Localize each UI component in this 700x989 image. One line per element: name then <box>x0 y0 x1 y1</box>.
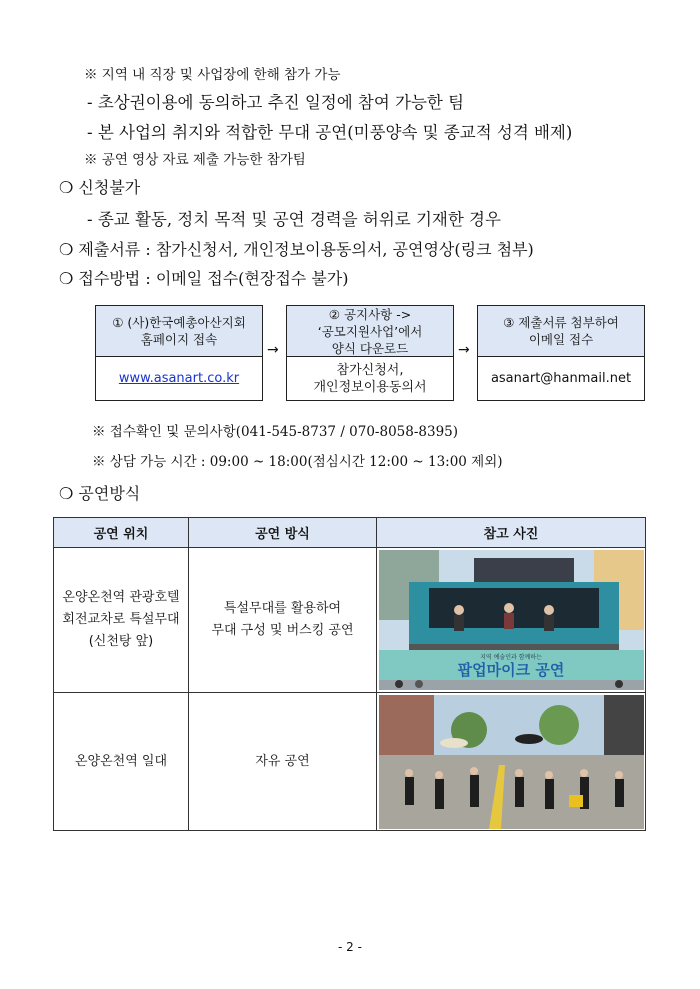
column-header-photo: 참고 사진 <box>377 518 646 548</box>
row2-photo-cell <box>377 693 646 831</box>
note-contact: ※ 접수확인 및 문의사항(041-545-8737 / 070-8058-8395) <box>92 424 459 440</box>
row1-location-line1: 온양온천역 관광호텔 <box>62 590 180 605</box>
eligibility-item-2: - 본 사업의 취지와 적합한 무대 공연(미풍양속 및 종교적 성격 배제) <box>87 123 573 142</box>
table-row <box>54 693 646 831</box>
eligibility-item-1: - 초상권이용에 동의하고 추진 일정에 참여 가능한 팀 <box>87 93 465 112</box>
asanart-website-link[interactable]: www.asanart.co.kr <box>118 371 240 386</box>
column-header-location: 공연 위치 <box>54 518 189 548</box>
submission-email[interactable]: asanart@hanmail.net <box>490 371 632 386</box>
note-video-submit: ※ 공연 영상 자료 제출 가능한 참가팀 <box>84 152 306 168</box>
flow-step-2-head-line1: ② 공지사항 -> <box>328 306 412 322</box>
row1-location <box>54 548 189 693</box>
table-row <box>54 548 646 693</box>
flow-step-1 <box>95 305 263 401</box>
row1-method <box>189 548 377 693</box>
flow-step-2 <box>286 305 454 401</box>
photo1-banner-text: 팝업마이크 공연 <box>457 661 564 679</box>
flow-arrow-1: → <box>267 342 279 358</box>
flow-step-1-head-line2: 홈페이지 접속 <box>140 332 218 347</box>
flow-step-3-head <box>478 306 644 357</box>
row1-location-line2: 회전교차로 특설무대 <box>62 612 180 627</box>
row2-method <box>189 693 377 831</box>
flow-step-1-head-line1: ① (사)한국예총아산지회 <box>112 315 246 330</box>
row1-location-line3: (신천탕 앞) <box>88 634 154 649</box>
flow-arrow-2: → <box>458 342 470 358</box>
row1-method-line1: 특설무대를 활용하여 <box>223 601 342 616</box>
row2-method-line1: 자유 공연 <box>255 753 310 769</box>
flow-step-1-head <box>96 306 262 357</box>
method-line: ❍ 접수방법 : 이메일 접수(현장접수 불가) <box>59 269 349 288</box>
flow-step-3-head-line2: 이메일 접수 <box>528 332 594 347</box>
flow-step-2-body-line1: 참가신청서, <box>336 362 404 378</box>
street-parade-photo <box>379 695 644 829</box>
ineligible-heading: ❍ 신청불가 <box>59 178 141 197</box>
documents-line: ❍ 제출서류 : 참가신청서, 개인정보이용동의서, 공연영상(링크 첨부) <box>59 240 534 259</box>
row2-location <box>54 693 189 831</box>
row2-location-line1: 온양온천역 일대 <box>74 753 168 769</box>
photo1-banner-small-text: 지역 예술인과 함께하는 <box>479 654 542 661</box>
page-number: - 2 - <box>338 940 362 954</box>
flow-step-3 <box>477 305 645 401</box>
flow-step-2-head-line2: ‘공모지원사업’에서 <box>317 323 423 339</box>
performance-heading: ❍ 공연방식 <box>59 484 141 503</box>
column-header-method: 공연 방식 <box>189 518 377 548</box>
ineligible-item-1: - 종교 활동, 정치 목적 및 공연 경력을 허위로 기재한 경우 <box>87 210 501 229</box>
flow-step-2-head-line3: 양식 다운로드 <box>331 340 409 356</box>
table-header-row <box>54 518 646 548</box>
flow-step-3-head-line1: ③ 제출서류 첨부하여 <box>503 315 619 330</box>
performance-table <box>53 517 646 831</box>
note-hours: ※ 상담 가능 시간 : 09:00 ~ 18:00(점심시간 12:00 ~ 13:00 제외) <box>92 454 503 470</box>
row1-photo-cell <box>377 548 646 693</box>
flow-step-2-body-line2: 개인정보이용동의서 <box>313 379 427 395</box>
note-local-only: ※ 지역 내 직장 및 사업장에 한해 참가 가능 <box>84 67 341 83</box>
flow-step-2-head <box>287 306 453 357</box>
row1-method-line2: 무대 구성 및 버스킹 공연 <box>211 623 354 638</box>
stage-performance-photo <box>379 550 644 690</box>
